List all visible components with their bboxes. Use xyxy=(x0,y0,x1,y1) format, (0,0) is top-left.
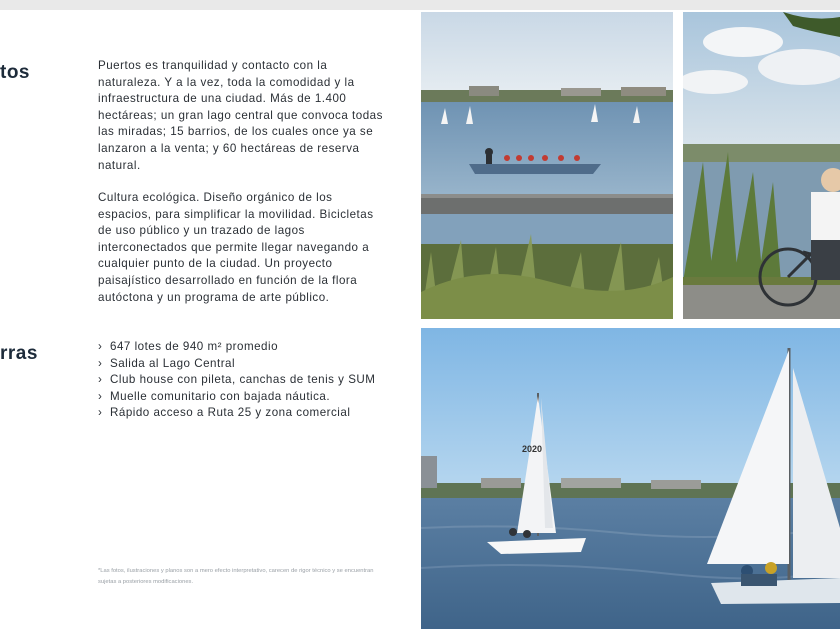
feature-item xyxy=(98,339,375,356)
top-strip xyxy=(0,0,840,10)
feature-item xyxy=(98,405,375,422)
photo-rowing-boat xyxy=(421,12,673,319)
chevron-right-icon: › xyxy=(98,340,103,353)
chevron-right-icon: › xyxy=(98,389,103,403)
feature-item xyxy=(98,389,375,406)
feature-item xyxy=(98,356,375,373)
chevron-right-icon: › xyxy=(98,373,103,387)
chevron-right-icon: › xyxy=(98,356,103,370)
ecology-paragraph: Cultura ecológica. Diseño orgánico de los espacios, para simplificar la movilidad. Bicicletas de uso público y un trazado de lagos interconectados que permite llegar navegando a cualquier punto de la ciudad. Un proyecto paisajístico desarrollado en función de la flora autóctona y un programa de arte público. xyxy=(98,191,374,304)
feature-text: 647 lotes de 940 m² promedio xyxy=(110,340,279,353)
intro-paragraph: Puertos es tranquilidad y contacto con la naturaleza. Y a la vez, toda la comodidad y la infraestructura de una ciudad. Más de 1.400 hectáreas; un gran lago central que convoca todas las miradas; 15 barrios, de los cuales once ya se lanzaron a la venta; y 60 hectáreas de reserva natural. xyxy=(98,59,383,172)
feature-text: Muelle comunitario con bajada náutica. xyxy=(110,389,331,403)
feature-text: Rápido acceso a Ruta 25 y zona comercial xyxy=(110,406,351,420)
svg-text:2020: 2020 xyxy=(522,444,543,454)
photo-sailboats xyxy=(421,328,840,629)
feature-text: Club house con pileta, canchas de tenis y SUM xyxy=(110,373,376,387)
feature-text: Salida al Lago Central xyxy=(110,356,236,370)
feature-item xyxy=(98,372,375,389)
chevron-right-icon: › xyxy=(98,406,103,420)
photo-cyclist xyxy=(683,12,840,319)
features-list xyxy=(98,339,375,422)
section-heading-1: tos xyxy=(0,62,30,83)
section-heading-2: rras xyxy=(0,343,38,364)
disclaimer-note: *Las fotos, ilustraciones y planos son a mero efecto interpretativo, carecen de rigor técnico y se encuentran sujetas a posteriores modificaciones. xyxy=(98,568,374,585)
